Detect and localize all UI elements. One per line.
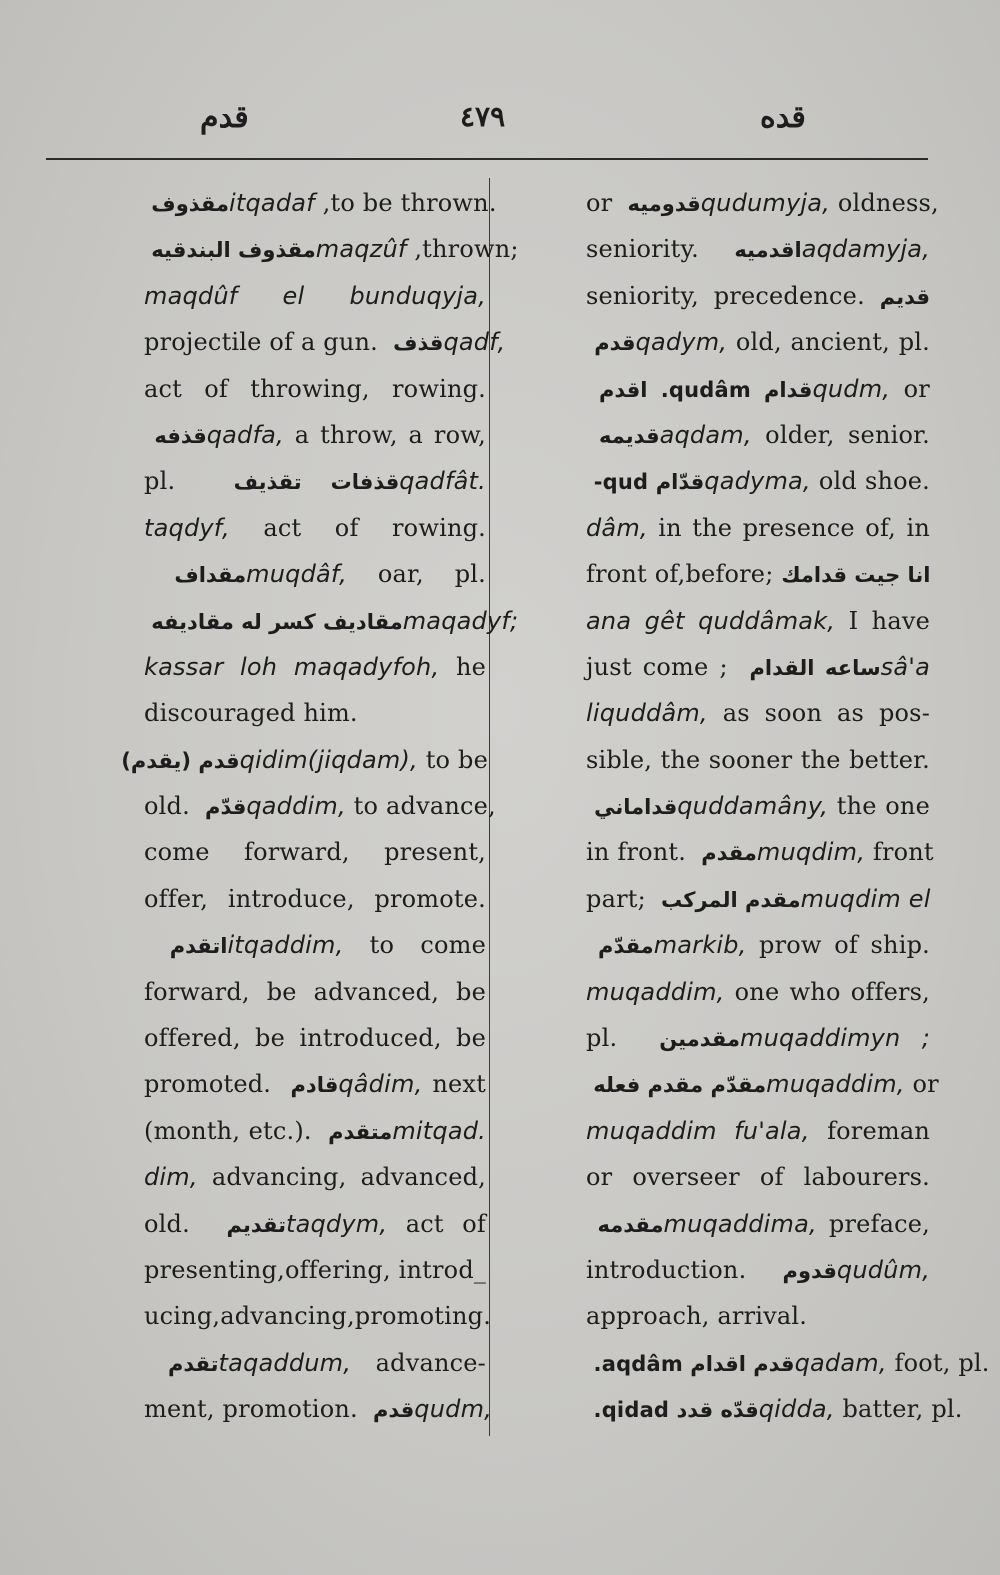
header-rule	[46, 158, 928, 160]
entry-line	[114, 366, 486, 412]
entry-line	[114, 737, 486, 783]
entry-gloss: in the presence of, in	[658, 513, 930, 542]
entry-line	[586, 412, 930, 458]
arabic-headword: تقديم	[208, 1212, 286, 1237]
entry-text: act of throwing, rowing.	[144, 374, 486, 403]
entry-gloss: to be	[425, 745, 488, 774]
entry-gloss: oar, pl.	[377, 560, 486, 589]
entry-line	[586, 690, 930, 736]
entry-line	[586, 1247, 930, 1293]
entry-text: forward, be advanced, be	[144, 977, 486, 1006]
arabic-headword: اقدميه	[716, 238, 802, 263]
entry-line	[586, 1015, 930, 1061]
entry-text: offer, introduce, promote.	[144, 884, 486, 913]
arabic-headword: اتقدم	[144, 934, 228, 959]
entry-gloss: the one	[836, 792, 930, 821]
entry-line	[586, 551, 930, 597]
entry-text: seniority, precedence.	[586, 281, 880, 310]
entry-line	[586, 1293, 930, 1339]
entry-line	[114, 1108, 486, 1154]
entry-line	[114, 1201, 486, 1247]
entry-gloss: he	[455, 652, 486, 681]
arabic-headword: مقدّم	[586, 934, 654, 959]
entry-text: presenting,offering, introd_	[144, 1255, 487, 1284]
entry-line	[586, 644, 930, 690]
arabic-headword: قادم	[281, 1073, 339, 1098]
entry-text: front of,before;	[586, 560, 782, 589]
entry-line	[114, 319, 506, 365]
entry-line	[114, 273, 486, 319]
entry-gloss: I have	[848, 606, 930, 635]
arabic-headword: قدوم	[764, 1258, 837, 1283]
entry-text: or	[586, 189, 621, 217]
transliteration: sâ'a	[880, 652, 930, 681]
arabic-headword: مقذوف	[144, 192, 230, 216]
transliteration: quddamâny,	[677, 792, 837, 821]
transliteration: maqzûf	[315, 235, 415, 264]
entry-text: approach, arrival.	[586, 1302, 808, 1331]
entry-gloss: advancing, advanced,	[211, 1163, 486, 1192]
entry-line	[586, 922, 930, 968]
arabic-headword: مقدّم مقدم فعله	[586, 1073, 767, 1098]
transliteration: maqadyf;	[402, 606, 519, 635]
transliteration: taqdyf,	[144, 513, 264, 542]
left-column	[114, 180, 519, 1433]
entry-text: part;	[586, 884, 654, 913]
entry-gloss: or	[912, 1070, 939, 1099]
entry-gloss: one who offers,	[734, 977, 930, 1006]
right-column	[586, 180, 990, 1433]
transliteration: aqdam,	[659, 420, 766, 449]
entry-line	[114, 180, 497, 226]
transliteration: itqadaf	[229, 189, 323, 217]
arabic-headword: قذفه	[144, 423, 207, 448]
entry-line	[114, 1247, 486, 1293]
arabic-headword: قذفات تقذيف	[204, 470, 400, 495]
entry-line	[114, 1154, 486, 1200]
arabic-headword: قدم (يقدم)	[114, 748, 240, 773]
transliteration: qudûm,	[836, 1255, 930, 1284]
entry-text: projectile of a gun.	[144, 328, 386, 357]
entry-gloss: to advance,	[353, 792, 496, 821]
entry-gloss: front	[872, 838, 934, 867]
transliteration: muqdim el	[800, 884, 931, 913]
entry-gloss: foreman	[827, 1116, 930, 1145]
arabic-headword: قدّام qud-	[586, 470, 705, 495]
transliteration: muqdâf,	[246, 560, 378, 589]
arabic-headword: قدم	[586, 331, 636, 356]
entry-line	[586, 876, 930, 922]
entry-text: or overseer of labourers.	[586, 1163, 930, 1192]
arabic-headword: قدام qudâm. اقدم	[586, 377, 813, 402]
entry-gloss: or	[903, 374, 930, 403]
entry-line	[586, 969, 930, 1015]
arabic-headword: قدم اقدام aqdâm.	[586, 1351, 795, 1376]
entry-line	[586, 1340, 990, 1386]
entry-gloss: act of	[405, 1209, 487, 1238]
entry-gloss: oldness,	[837, 189, 939, 217]
transliteration: itqaddim,	[227, 931, 370, 960]
entry-line	[586, 829, 934, 875]
arabic-headword: مقدمين	[638, 1027, 740, 1052]
transliteration: qadyma,	[704, 467, 819, 496]
entry-line	[114, 969, 486, 1015]
transliteration: qadfa,	[206, 420, 295, 449]
arabic-headword: مقدم المركب	[653, 887, 801, 912]
entry-line	[586, 737, 930, 783]
transliteration: taqaddum,	[218, 1348, 376, 1377]
entry-line	[114, 598, 519, 644]
transliteration: maqdûf el bunduqyja,	[144, 281, 486, 310]
entry-line	[586, 783, 930, 829]
entry-text: introduction.	[586, 1255, 765, 1284]
entry-gloss: older, senior.	[765, 420, 930, 449]
entry-text: in front.	[586, 838, 694, 867]
arabic-headword: انا جيت قدامك	[781, 563, 931, 588]
entry-line	[114, 458, 486, 504]
entry-line	[586, 505, 930, 551]
entry-gloss: batter, pl.	[842, 1395, 963, 1424]
arabic-headword: قدّه قدد qidad.	[586, 1398, 759, 1423]
entry-gloss: preface,	[828, 1209, 930, 1238]
entry-gloss: prow of ship.	[759, 931, 930, 960]
transliteration: taqdym,	[285, 1209, 406, 1238]
entry-line	[114, 876, 486, 922]
page-number: ٤٧٩	[460, 100, 506, 133]
entry-text: ucing,advancing,promoting.	[144, 1302, 492, 1331]
entry-text: ment, promotion.	[144, 1395, 366, 1424]
transliteration: muqaddim,	[586, 977, 735, 1006]
entry-text: old.	[144, 792, 198, 821]
transliteration: muqaddim fu'ala,	[586, 1116, 828, 1145]
entry-line	[586, 1201, 930, 1247]
entry-text: discouraged him.	[144, 699, 358, 728]
transliteration: kassar loh maqadyfoh,	[144, 652, 456, 681]
transliteration: qadam,	[794, 1348, 895, 1377]
entry-line	[114, 644, 486, 690]
entry-line	[586, 1108, 930, 1154]
arabic-headword: قديمه	[586, 423, 660, 448]
transliteration: aqdamyja,	[801, 235, 930, 264]
entry-line	[114, 551, 486, 597]
entry-gloss: foot, pl.	[894, 1348, 990, 1377]
entry-gloss: ,to be thrown.	[322, 189, 497, 217]
transliteration: qadym,	[635, 328, 736, 357]
entry-line	[114, 1293, 492, 1339]
transliteration: muqaddimyn ;	[740, 1024, 931, 1053]
entry-text: (month, etc.).	[144, 1116, 321, 1145]
entry-line	[114, 1015, 486, 1061]
transliteration: ana gêt quddâmak,	[586, 606, 849, 635]
entry-gloss: next	[432, 1070, 486, 1099]
transliteration: qâdim,	[338, 1070, 433, 1099]
entry-line	[114, 412, 486, 458]
arabic-headword: مقذوف البندقيه	[144, 238, 316, 263]
transliteration: qadfât.	[399, 467, 486, 496]
transliteration: muqaddim,	[766, 1070, 913, 1099]
entry-line	[114, 829, 486, 875]
entry-text: come forward, present,	[144, 838, 486, 867]
transliteration: qidim(jiqdam),	[239, 745, 426, 774]
transliteration: liquddâm,	[586, 699, 723, 728]
entry-text: old.	[144, 1209, 209, 1238]
entry-text: offered, be introduced, be	[144, 1024, 486, 1053]
header-left-word: قدم	[200, 100, 249, 135]
arabic-headword: مقدم	[693, 841, 757, 866]
entry-line	[114, 783, 496, 829]
entry-text: promoted.	[144, 1070, 282, 1099]
header-right-word: قده	[760, 100, 806, 135]
entry-gloss: old shoe.	[818, 467, 930, 496]
entry-line	[586, 1154, 930, 1200]
arabic-headword: قدم	[365, 1398, 415, 1423]
entry-line	[114, 226, 519, 272]
arabic-headword: مقداف	[144, 563, 247, 588]
entry-line	[586, 226, 930, 272]
entry-line	[586, 319, 930, 365]
entry-text: pl.	[144, 467, 205, 496]
transliteration: qudm,	[414, 1395, 492, 1424]
transliteration: qudumyja,	[700, 189, 838, 217]
entry-gloss: a throw, a row,	[294, 420, 486, 449]
entry-gloss: ,thrown;	[414, 235, 519, 264]
transliteration: qudm,	[812, 374, 904, 403]
arabic-headword: قداماني	[586, 795, 678, 820]
transliteration: mitqad.	[392, 1116, 486, 1145]
entry-line	[586, 366, 930, 412]
entry-text: seniority.	[586, 235, 717, 264]
arabic-headword: قذف	[385, 331, 444, 356]
entry-line	[114, 1340, 486, 1386]
arabic-headword: متقدم	[320, 1119, 393, 1144]
entry-text: sible, the sooner the better.	[586, 745, 930, 774]
arabic-headword: قديم	[879, 284, 930, 309]
entry-text: just come ;	[586, 652, 739, 681]
arabic-headword: ساعه القدام	[738, 655, 881, 680]
entry-line	[586, 598, 930, 644]
arabic-headword: مقدمه	[586, 1212, 664, 1237]
transliteration: dâm,	[586, 513, 659, 542]
entry-line	[586, 180, 939, 226]
transliteration: qadf,	[443, 328, 506, 357]
entry-text: pl.	[586, 1024, 639, 1053]
arabic-headword: قدّم	[197, 795, 247, 820]
entry-line	[114, 690, 486, 736]
transliteration: markib,	[653, 931, 760, 960]
entry-gloss: to come	[369, 931, 487, 960]
entry-line	[586, 273, 930, 319]
transliteration: muqaddima,	[663, 1209, 829, 1238]
entry-gloss: old, ancient, pl.	[735, 328, 930, 357]
entry-line	[114, 1061, 486, 1107]
transliteration: dim,	[144, 1163, 212, 1192]
entry-gloss: as soon as pos-	[722, 699, 931, 728]
entry-line	[114, 505, 486, 551]
transliteration: qidda,	[758, 1395, 843, 1424]
running-header	[0, 100, 1000, 150]
entry-line	[586, 458, 930, 504]
entry-line	[114, 922, 486, 968]
arabic-headword: تقدم	[144, 1351, 219, 1376]
entry-line	[586, 1386, 963, 1432]
transliteration: muqdim,	[756, 838, 873, 867]
arabic-headword: مقاديف كسر له مقاديفه	[144, 609, 403, 634]
entry-gloss: act of rowing.	[263, 513, 486, 542]
entry-line	[114, 1386, 492, 1432]
arabic-headword: قدوميه	[620, 192, 701, 216]
entry-gloss: advance-	[375, 1348, 486, 1377]
transliteration: qaddim,	[246, 792, 354, 821]
entry-line	[586, 1061, 939, 1107]
